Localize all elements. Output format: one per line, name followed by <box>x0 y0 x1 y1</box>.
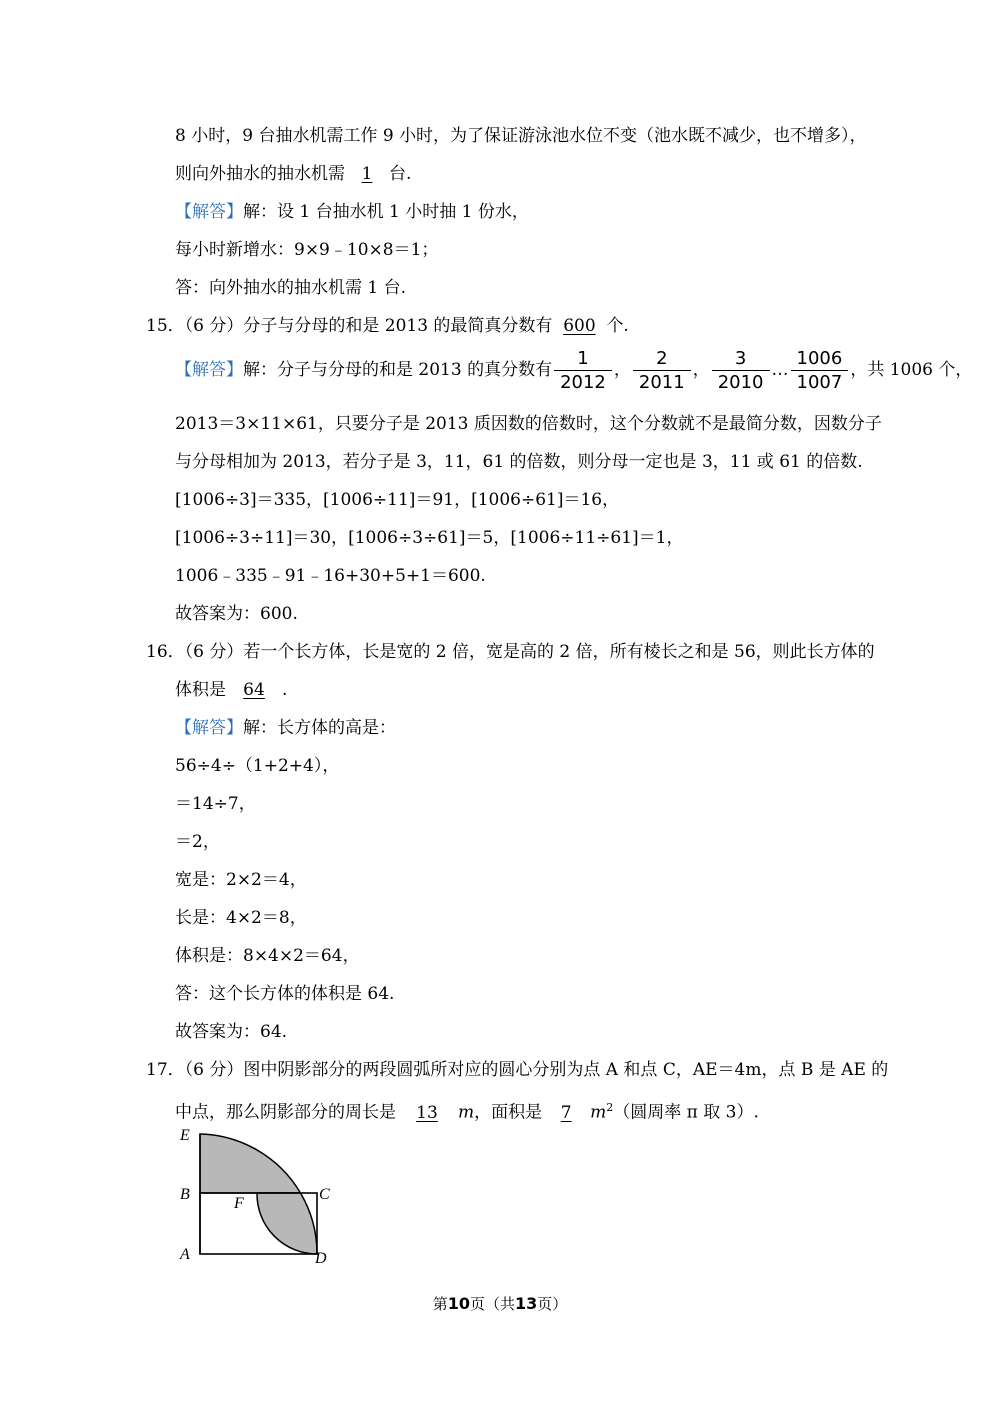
q14-solution-text: 解：设 1 台抽水机 1 小时抽 1 份水， <box>243 202 529 222</box>
q15-answer: 600 <box>563 316 596 336</box>
q15-question-post: 个. <box>606 316 629 336</box>
q17-answer-area: 7 <box>560 1102 572 1123</box>
q16-question-line1: 16．（6 分）若一个长方体，长是宽的 2 倍，宽是高的 2 倍，所有棱长之和是 56，则此长方体的 <box>146 642 875 662</box>
q15-solution-5: [1006÷3÷11]＝30，[1006÷3÷61]＝5，[1006÷11÷61]＝1， <box>175 528 684 548</box>
q16-question-pre: 体积是 <box>175 680 226 700</box>
q15-solution-tag: 【解答】 <box>175 360 243 380</box>
q16-question-post: . <box>282 680 288 700</box>
footer-post: 页） <box>537 1295 568 1313</box>
page-footer <box>0 1293 1000 1314</box>
label-a: A <box>180 1246 190 1263</box>
q14-solution-2: 每小时新增水：9×9﹣10×8＝1； <box>175 240 439 260</box>
q14-line2-post: 台. <box>389 164 412 184</box>
fraction-2-denominator: 2011 <box>638 372 685 393</box>
q16-solution-3: ＝14÷7， <box>175 794 256 814</box>
q17-question-mid: ，面积是 <box>474 1102 543 1123</box>
q17-answer-perimeter: 13 <box>416 1102 438 1123</box>
q15-solution-4: [1006÷3]＝335，[1006÷11]＝91，[1006÷61]＝16， <box>175 490 620 510</box>
fraction-3 <box>712 348 770 393</box>
q14-solution-tag: 【解答】 <box>175 202 243 222</box>
q16-solution-8: 答：这个长方体的体积是 64. <box>175 984 395 1004</box>
fraction-1 <box>554 348 612 393</box>
q15-solution-3: 与分母相加为 2013，若分子是 3，11，61 的倍数，则分母一定也是 3，11 或 61 的倍数. <box>175 452 863 472</box>
fraction-2 <box>633 348 691 393</box>
fraction-4-denominator: 1007 <box>796 372 843 393</box>
label-d: D <box>315 1250 327 1267</box>
fraction-1-denominator: 2012 <box>560 372 606 393</box>
footer-pre: 第 <box>432 1295 448 1313</box>
q15-solution-6: 1006﹣335﹣91﹣16+30+5+1＝600. <box>175 566 486 586</box>
q16-solution-4: ＝2， <box>175 832 220 852</box>
q15-solution-7: 故答案为：600. <box>175 604 298 624</box>
q16-solution-2: 56÷4÷（1+2+4）， <box>175 756 340 776</box>
ellipsis: … <box>771 360 789 380</box>
fraction-4 <box>791 348 849 393</box>
q17-unit-area: m <box>590 1102 607 1123</box>
footer-mid: 页（共 <box>469 1295 515 1313</box>
fraction-1-numerator: 1 <box>554 348 612 371</box>
q15-solution-post: ，共 1006 个， <box>850 360 973 380</box>
q16-solution-7: 体积是：8×4×2＝64， <box>175 946 360 966</box>
fraction-separator: ， <box>692 360 710 380</box>
q16-solution-tag: 【解答】 <box>175 718 243 738</box>
fraction-4-numerator: 1006 <box>791 348 849 371</box>
q16-solution-text: 解：长方体的高是： <box>243 718 396 738</box>
q14-line2-pre: 则向外抽水的抽水机需 <box>175 164 345 184</box>
q14-line2 <box>175 162 411 186</box>
label-f: F <box>234 1195 244 1212</box>
q17-question-post: （圆周率 π 取 3）. <box>613 1102 759 1123</box>
q17-figure <box>170 1118 340 1272</box>
q15-solution-2: 2013＝3×11×61，只要分子是 2013 质因数的倍数时，这个分数就不是最简分数，因数分子 <box>175 414 882 434</box>
shaded-region-upper <box>200 1134 301 1193</box>
q17-question-pre: 中点，那么阴影部分的周长是 <box>175 1102 396 1123</box>
q16-solution-9: 故答案为：64. <box>175 1022 288 1042</box>
q15-solution-pre: 解：分子与分母的和是 2013 的真分数有 <box>243 360 553 380</box>
label-e: E <box>180 1127 190 1144</box>
q16-solution-5: 宽是：2×2＝4， <box>175 870 307 890</box>
q16-question-line2 <box>175 678 287 702</box>
q15-solution-1 <box>175 348 972 393</box>
fraction-separator: ， <box>613 360 631 380</box>
q14-answer: 1 <box>361 164 373 184</box>
q17-unit-exponent: 2 <box>606 1101 614 1114</box>
q15-question <box>146 314 629 338</box>
q17-unit-m: m <box>458 1102 475 1123</box>
footer-page-number: 10 <box>447 1294 470 1313</box>
footer-total-pages: 13 <box>515 1294 538 1313</box>
q16-solution-1 <box>175 716 396 740</box>
label-c: C <box>319 1186 330 1203</box>
q17-geometry-diagram <box>170 1118 340 1268</box>
q14-solution-1 <box>175 200 529 224</box>
q16-answer: 64 <box>243 680 265 700</box>
q15-question-pre: 15．（6 分）分子与分母的和是 2013 的最简真分数有 <box>146 316 553 336</box>
q14-line1: 8 小时，9 台抽水机需工作 9 小时，为了保证游泳池水位不变（池水既不减少，也不增多）， <box>175 126 867 146</box>
fraction-3-denominator: 2010 <box>717 372 764 393</box>
shaded-region-lens <box>257 1193 317 1254</box>
fraction-2-numerator: 2 <box>633 348 691 371</box>
fraction-3-numerator: 3 <box>712 348 770 371</box>
label-b: B <box>180 1186 190 1203</box>
q17-question-line1: 17．（6 分）图中阴影部分的两段圆弧所对应的圆心分别为点 A 和点 C，AE＝4m，点 B 是 AE 的 <box>146 1060 889 1080</box>
q16-solution-6: 长是：4×2＝8， <box>175 908 307 928</box>
q14-solution-3: 答：向外抽水的抽水机需 1 台. <box>175 278 407 298</box>
